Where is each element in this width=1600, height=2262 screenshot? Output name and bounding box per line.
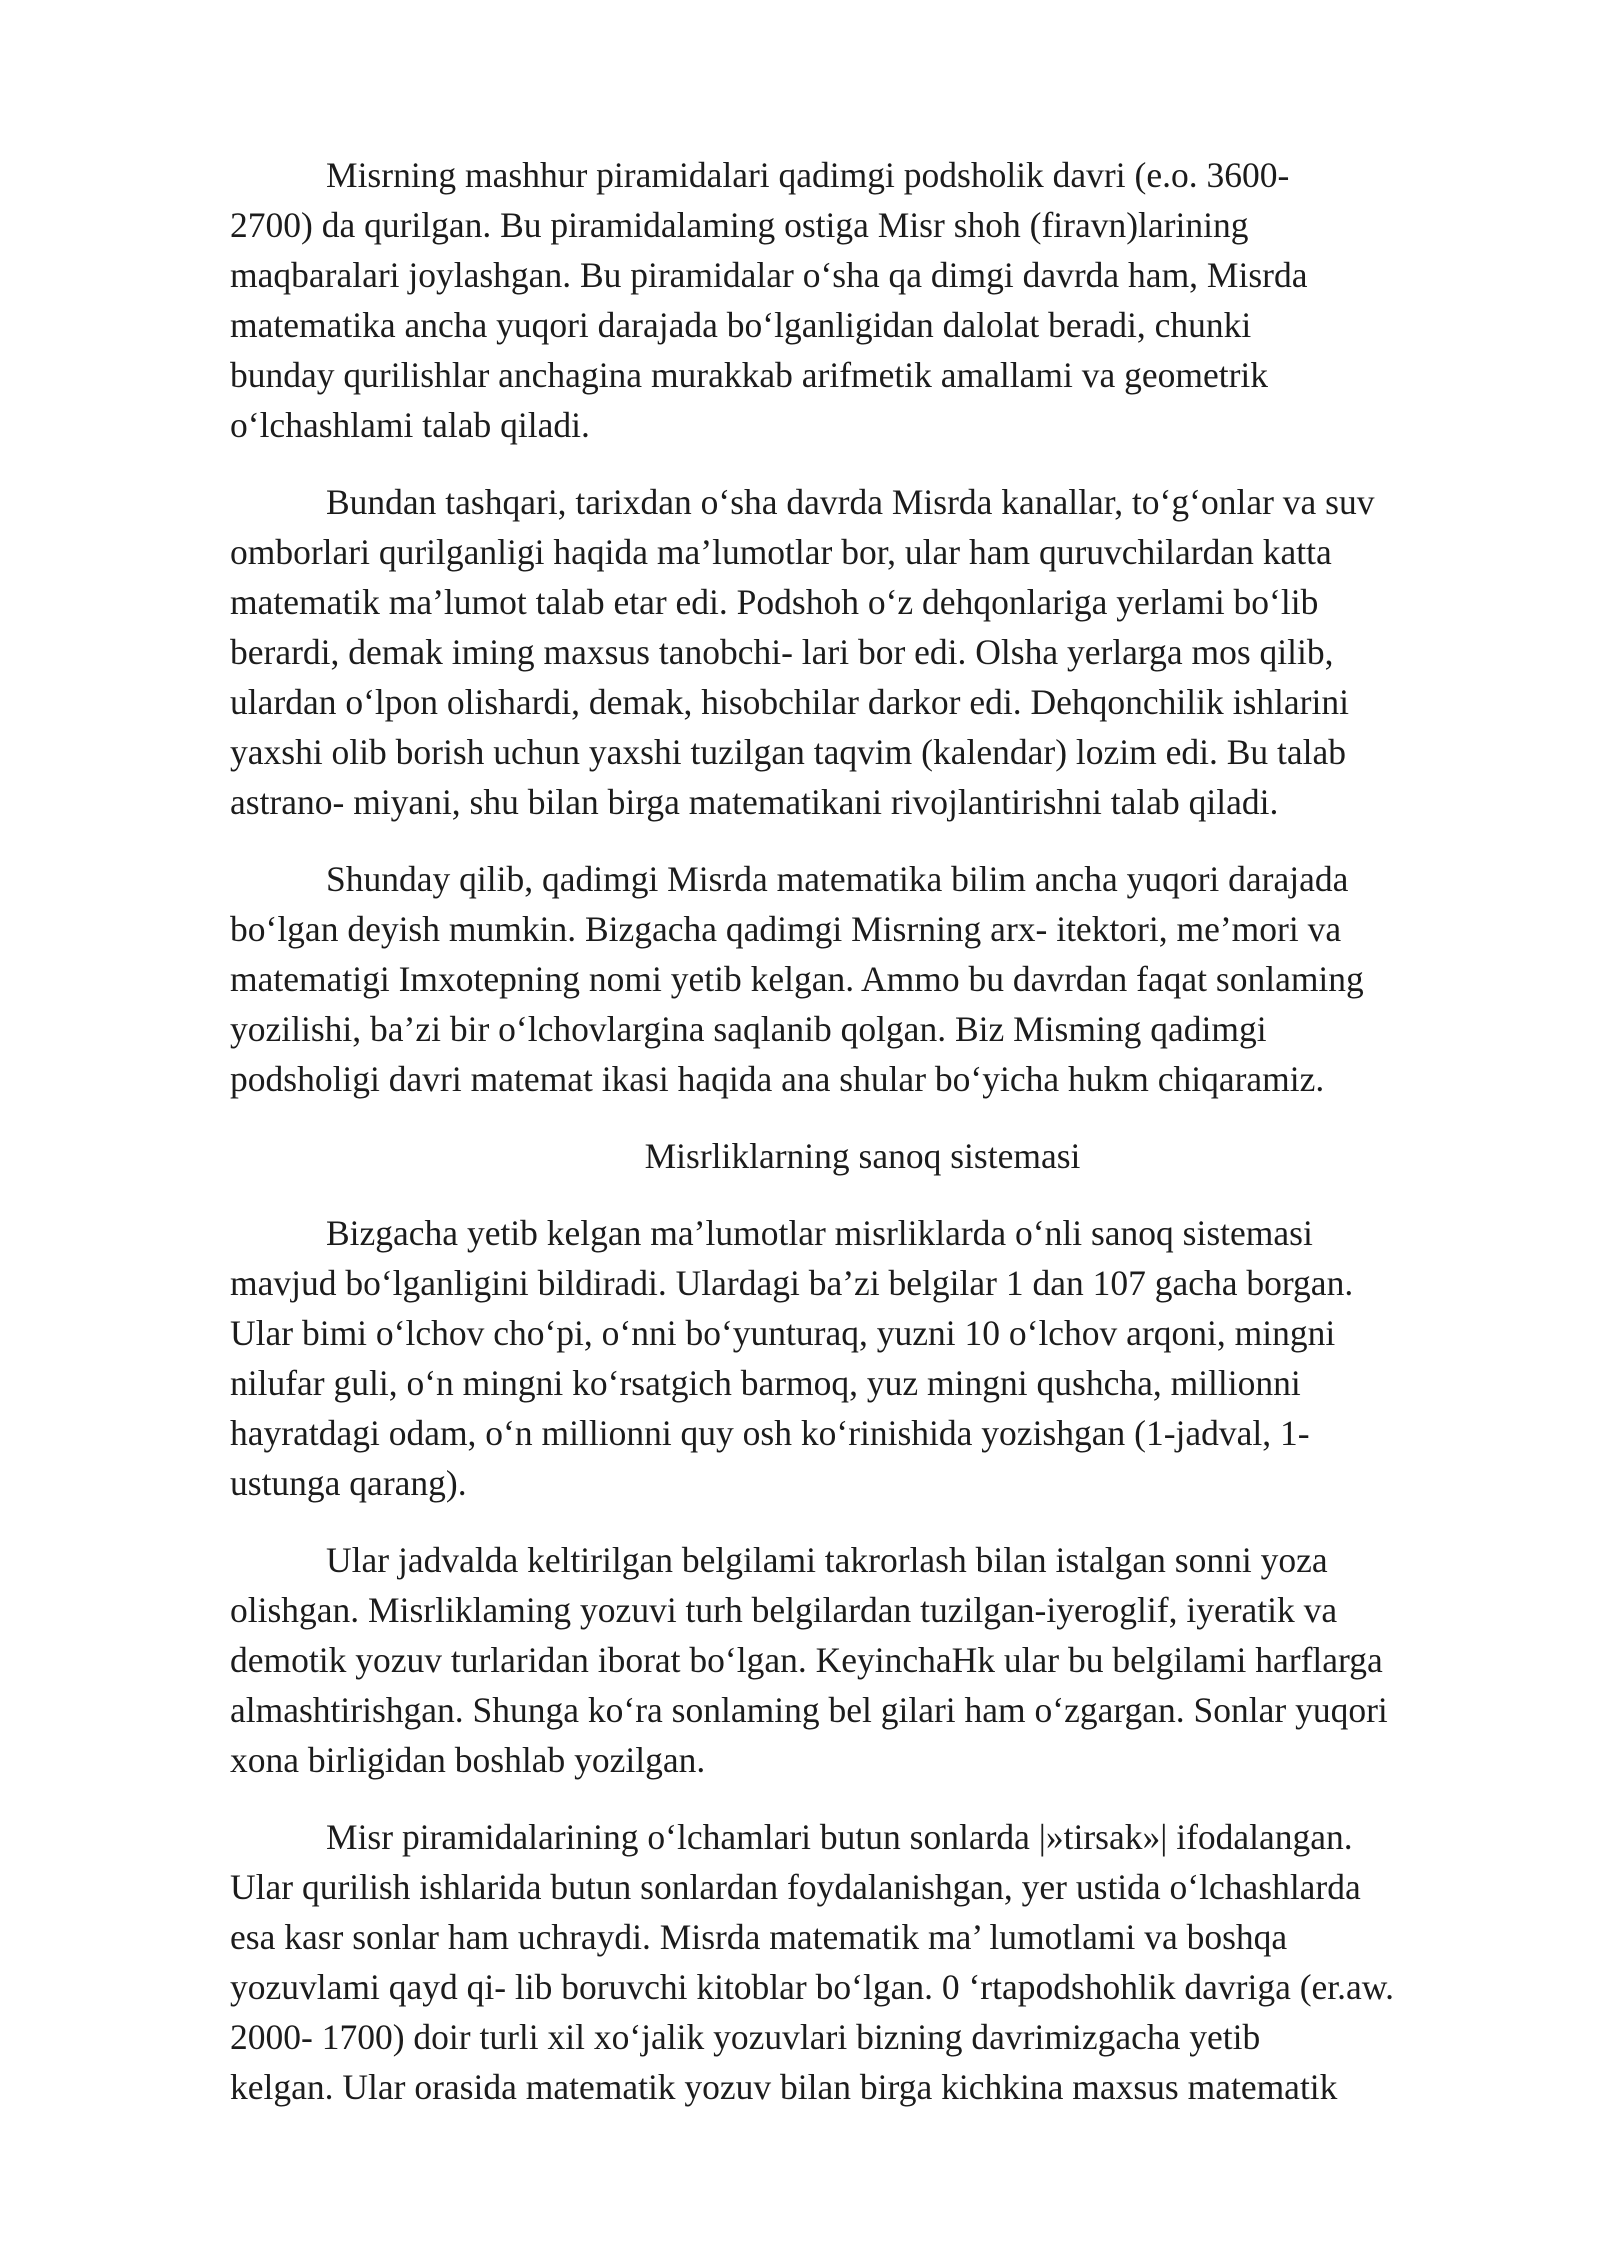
text-line: mavjud bo‘lganligini bildiradi. Ulardagi ba’zi belgilar 1 dan 107 gacha borgan.: [230, 1263, 1354, 1303]
text-line: Misrning mashhur piramidalari qadimgi podsholik davri (e.o. 3600-: [326, 155, 1290, 195]
paragraph-decimal-system: [230, 1208, 1495, 1508]
text-line: xona birligidan boshlab yozilgan.: [230, 1740, 706, 1780]
text-line: 2700) da qurilgan. Bu piramidalaming ostiga Misr shoh (firavn)larining: [230, 205, 1249, 245]
paragraph-pyramids: [230, 150, 1495, 450]
text-line: demotik yozuv turlaridan iborat bo‘lgan. KeyinchaHk ular bu belgilami harflarga: [230, 1640, 1383, 1680]
text-line: esa kasr sonlar ham uchraydi. Misrda matematik ma’ lumotlami va boshqa: [230, 1917, 1288, 1957]
text-line: bunday qurilishlar anchagina murakkab arifmetik amallami va geometrik: [230, 355, 1269, 395]
text-line: bo‘lgan deyish mumkin. Bizgacha qadimgi Misrning arx- itektori, me’mori va: [230, 909, 1342, 949]
text-line: almashtirishgan. Shunga ko‘ra sonlaming bel gilari ham o‘zgargan. Sonlar yuqori: [230, 1690, 1388, 1730]
text-line: matematigi Imxotepning nomi yetib kelgan. Ammo bu davrdan faqat sonlaming: [230, 959, 1364, 999]
document-page: [230, 150, 1495, 2139]
text-line: nilufar guli, o‘n mingni ko‘rsatgich barmoq, yuz mingni qushcha, millionni: [230, 1363, 1301, 1403]
text-line: Ular bimi o‘lchov cho‘pi, o‘nni bo‘yunturaq, yuzni 10 o‘lchov arqoni, mingni: [230, 1313, 1336, 1353]
text-line: olishgan. Misrliklaming yozuvi turh belgilardan tuzilgan-iyeroglif, iyeratik va: [230, 1590, 1338, 1630]
text-line: yozilishi, ba’zi bir o‘lchovlargina saqlanib qolgan. Biz Misming qadimgi: [230, 1009, 1267, 1049]
text-line: 2000- 1700) doir turli xil xo‘jalik yozuvlari bizning davrimizgacha yetib: [230, 2017, 1261, 2057]
text-line: astrano- miyani, shu bilan birga matematikani rivojlantirishni talab qiladi.: [230, 782, 1279, 822]
text-line: Shunday qilib, qadimgi Misrda matematika bilim ancha yuqori darajada: [326, 859, 1349, 899]
text-line: Ular jadvalda keltirilgan belgilami takrorlash bilan istalgan sonni yoza: [326, 1540, 1328, 1580]
paragraph-measurements: [230, 1812, 1495, 2112]
text-line: yaxshi olib borish uchun yaxshi tuzilgan taqvim (kalendar) lozim edi. Bu talab: [230, 732, 1347, 772]
section-heading: Misrliklarning sanoq sistemasi: [644, 1136, 1081, 1176]
text-line: o‘lchashlami talab qiladi.: [230, 405, 590, 445]
paragraph-canals: [230, 477, 1495, 827]
text-line: omborlari qurilganligi haqida ma’lumotlar bor, ular ham quruvchilardan katta: [230, 532, 1332, 572]
text-line: berardi, demak iming maxsus tanobchi- lari bor edi. Olsha yerlarga mos qilib,: [230, 632, 1334, 672]
text-line: matematika ancha yuqori darajada bo‘lganligidan dalolat beradi, chunki: [230, 305, 1252, 345]
text-line: podsholigi davri matemat ikasi haqida ana shular bo‘yicha hukm chiqaramiz.: [230, 1059, 1325, 1099]
text-line: Bundan tashqari, tarixdan o‘sha davrda Misrda kanallar, to‘g‘onlar va suv: [326, 482, 1375, 522]
text-line: ulardan o‘lpon olishardi, demak, hisobchilar darkor edi. Dehqonchilik ishlarini: [230, 682, 1349, 722]
text-line: maqbaralari joylashgan. Bu piramidalar o‘sha qa dimgi davrda ham, Misrda: [230, 255, 1308, 295]
text-line: Misr piramidalarining o‘lchamlari butun sonlarda |»tirsak»| ifodalangan.: [326, 1817, 1353, 1857]
text-line: Bizgacha yetib kelgan ma’lumotlar misrliklarda o‘nli sanoq sistemasi: [326, 1213, 1313, 1253]
text-line: ustunga qarang).: [230, 1463, 467, 1503]
text-line: matematik ma’lumot talab etar edi. Podshoh o‘z dehqonlariga yerlami bo‘lib: [230, 582, 1319, 622]
text-line: kelgan. Ular orasida matematik yozuv bilan birga kichkina maxsus matematik: [230, 2067, 1338, 2107]
text-line: Ular qurilish ishlarida butun sonlardan foydalanishgan, yer ustida o‘lchashlarda: [230, 1867, 1361, 1907]
text-line: yozuvlami qayd qi- lib boruvchi kitoblar bo‘lgan. 0 ‘rtapodshohlik davriga (er.aw.: [230, 1967, 1394, 2007]
paragraph-hieroglyphs: [230, 1535, 1495, 1785]
paragraph-imhotep: [230, 854, 1495, 1104]
text-line: hayratdagi odam, o‘n millionni quy osh ko‘rinishida yozishgan (1-jadval, 1-: [230, 1413, 1310, 1453]
